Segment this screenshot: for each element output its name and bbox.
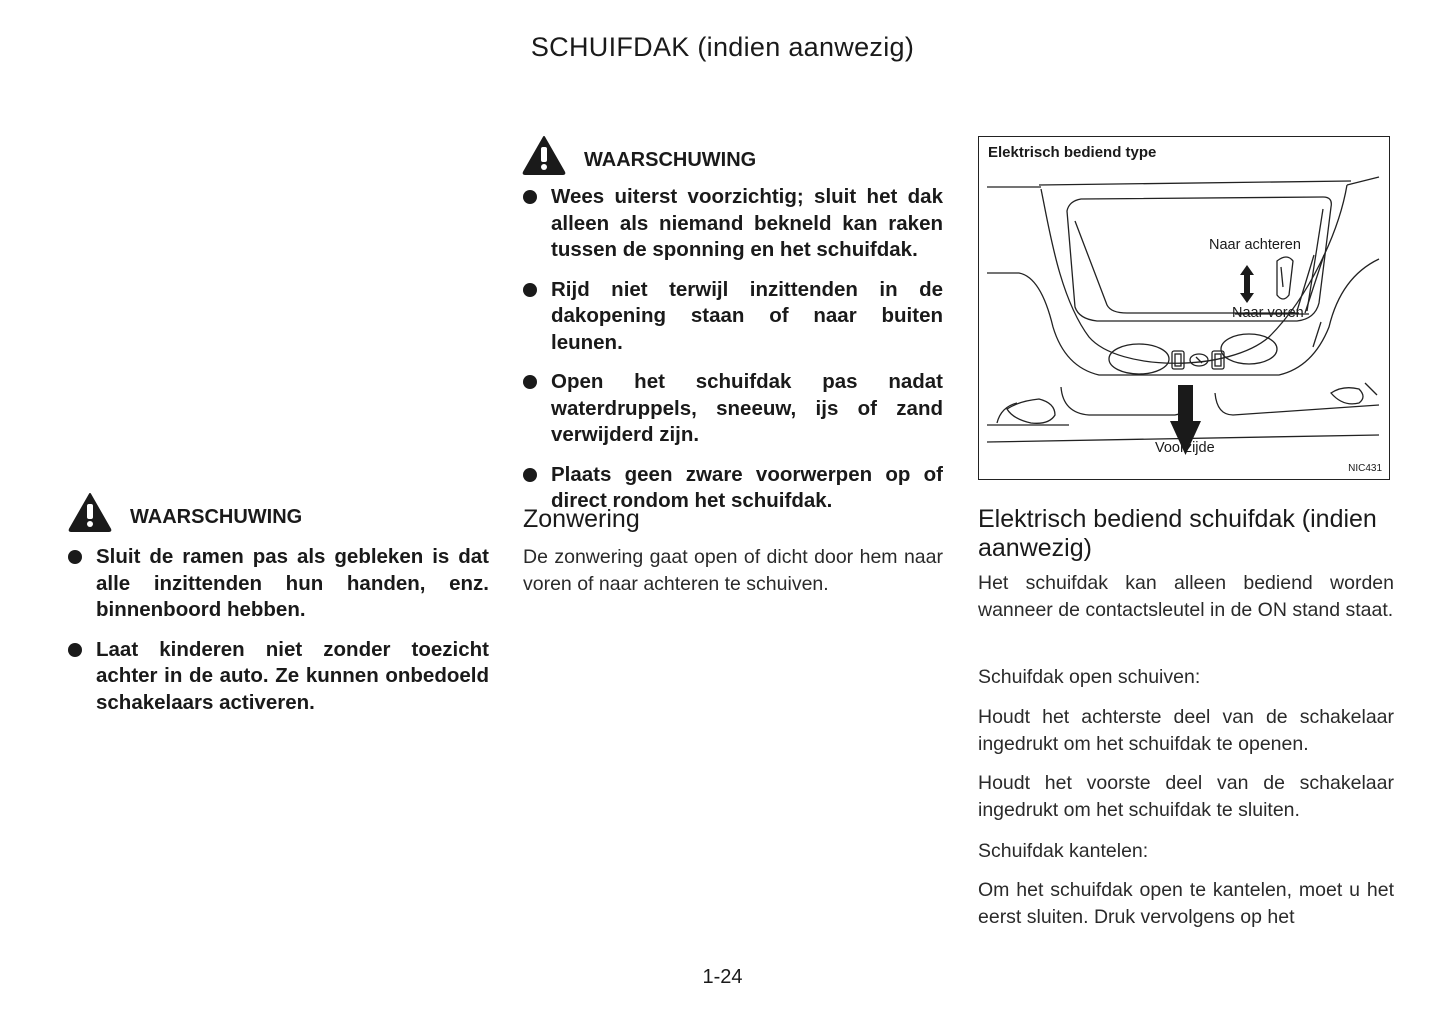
left-warning-list	[96, 544, 489, 729]
bullet-icon	[523, 468, 537, 482]
warning-label: WAARSCHUWING	[584, 149, 757, 171]
bullet-icon	[68, 550, 82, 564]
figure-code: NIC431	[1348, 463, 1382, 474]
warning-triangle-icon	[68, 492, 112, 532]
electric-p6: Om het schuifdak open te kantelen, moet u het eerst sluiten. Druk vervolgens op het	[978, 879, 1394, 928]
electric-heading: Elektrisch bediend schuifdak (indien aanwezig)	[978, 505, 1377, 562]
bullet-icon	[523, 190, 537, 204]
electric-p5: Schuifdak kantelen:	[978, 840, 1149, 862]
bullet-icon	[523, 375, 537, 389]
label-voorzijde: Voorzijde	[1155, 440, 1215, 456]
middle-warning-header	[522, 135, 822, 179]
bullet-icon	[68, 643, 82, 657]
electric-p4: Houdt het voorste deel van de schakelaar ingedrukt om het schuifdak te sluiten.	[978, 772, 1394, 821]
label-front: Naar voren	[1232, 305, 1304, 321]
warning-item: Rijd niet terwijl inzittenden in de dakopening staan of naar buiten leunen.	[551, 277, 943, 357]
figure-caption: Elektrisch bediend type	[988, 144, 1157, 161]
warning-label: WAARSCHUWING	[130, 506, 303, 528]
page-number: 1-24	[702, 966, 743, 988]
sunroof-figure	[978, 136, 1390, 480]
middle-warning-list	[551, 184, 943, 528]
bullet-icon	[523, 283, 537, 297]
warning-item: Sluit de ramen pas als gebleken is dat alle inzittenden hun handen, enz. binnenboord hebben.	[96, 544, 489, 624]
page-title: SCHUIFDAK (indien aanwezig)	[530, 32, 915, 62]
warning-item: Laat kinderen niet zonder toezicht achter in de auto. Ze kunnen onbedoeld schakelaars activeren.	[96, 637, 489, 717]
overhead-console-illustration	[979, 137, 1389, 479]
electric-p3: Houdt het achterste deel van de schakelaar ingedrukt om het schuifdak te openen.	[978, 706, 1394, 755]
zonwering-heading: Zonwering	[523, 505, 640, 533]
electric-p1: Het schuifdak kan alleen bediend worden wanneer de contactsleutel in de ON stand staat.	[978, 572, 1394, 621]
warning-triangle-icon	[522, 135, 566, 175]
warning-item: Open het schuifdak pas nadat waterdruppels, sneeuw, ijs of zand verwijderd zijn.	[551, 369, 943, 449]
electric-p2: Schuifdak open schuiven:	[978, 666, 1201, 688]
warning-item: Wees uiterst voorzichtig; sluit het dak alleen als niemand bekneld kan raken tussen de sponning en het schuifdak.	[551, 184, 943, 264]
left-warning-header	[68, 492, 368, 536]
zonwering-text: De zonwering gaat open of dicht door hem naar voren of naar achteren te schuiven.	[523, 546, 943, 595]
label-back: Naar achteren	[1209, 237, 1301, 253]
warning-item: Plaats geen zware voorwerpen op of direct rondom het schuifdak.	[551, 462, 943, 515]
